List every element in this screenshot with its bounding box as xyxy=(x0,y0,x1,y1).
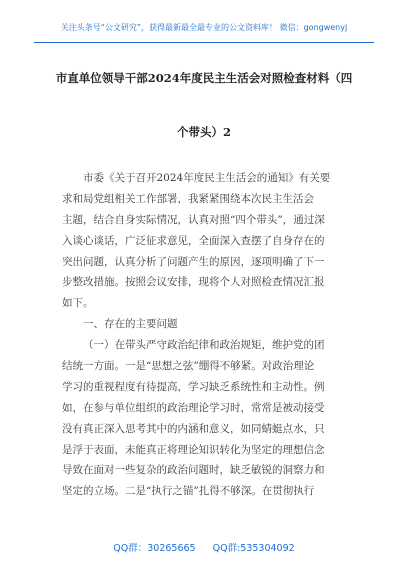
body-line: 是浮于表面，未能真正将理论知识转化为坚定的理想信念 xyxy=(62,443,325,456)
body-line: 如，在参与单位组织的政治理论学习时，常常是被动接受 xyxy=(62,401,325,414)
body-line: 求和局党组相关工作部署，我紧紧围绕本次民主生活会 xyxy=(62,192,314,205)
header-rule xyxy=(34,42,374,43)
body-line: 坚定的立场。二是“执行之锚”扎得不够深。在贯彻执行 xyxy=(62,485,315,498)
body-line: 步整改措施。按照会议安排，现将个人对照检查情况汇报 xyxy=(62,276,325,289)
document-title-line-2: 个带头）2 xyxy=(176,125,231,139)
footer-contacts xyxy=(0,540,408,554)
body-line: 导致在面对一些复杂的政治问题时，缺乏敏锐的洞察力和 xyxy=(62,464,325,477)
body-line: 市委《关于召开2024年度民主生活会的通知》有关要 xyxy=(83,172,331,184)
body-line: 没有真正深入思考其中的内涵和意义，如同蜻蜓点水，只 xyxy=(62,422,325,435)
footer-qq-group-1: QQ群：30265665 xyxy=(113,543,196,554)
body-line: （一）在带头严守政治纪律和政治规矩，维护党的团 xyxy=(83,339,325,352)
top-banner: 关注头条号“公文研究”，获得最新最全最专业的公文资料库！ 微信：gongwenyj xyxy=(60,23,348,32)
footer-qq-group-2: QQ群:535304092 xyxy=(212,543,295,554)
document-title-line-1: 市直单位领导干部2024年度民主生活会对照检查材料（四 xyxy=(55,71,353,85)
body-line: 学习的重视程度有待提高，学习缺乏系统性和主动性。例 xyxy=(62,380,325,393)
section-heading: 一、存在的主要问题 xyxy=(83,318,178,331)
document-body xyxy=(62,168,352,502)
body-line: 如下。 xyxy=(62,297,94,310)
body-line: 结统一方面。一是“思想之弦”绷得不够紧。对政治理论 xyxy=(62,360,315,373)
body-line: 入谈心谈话，广泛征求意见，全面深入查摆了自身存在的 xyxy=(62,234,325,247)
body-line: 突出问题，认真分析了问题产生的原因，逐项明确了下一 xyxy=(62,255,325,268)
body-line: 主题，结合自身实际情况，认真对照“四个带头”，通过深 xyxy=(62,213,325,226)
